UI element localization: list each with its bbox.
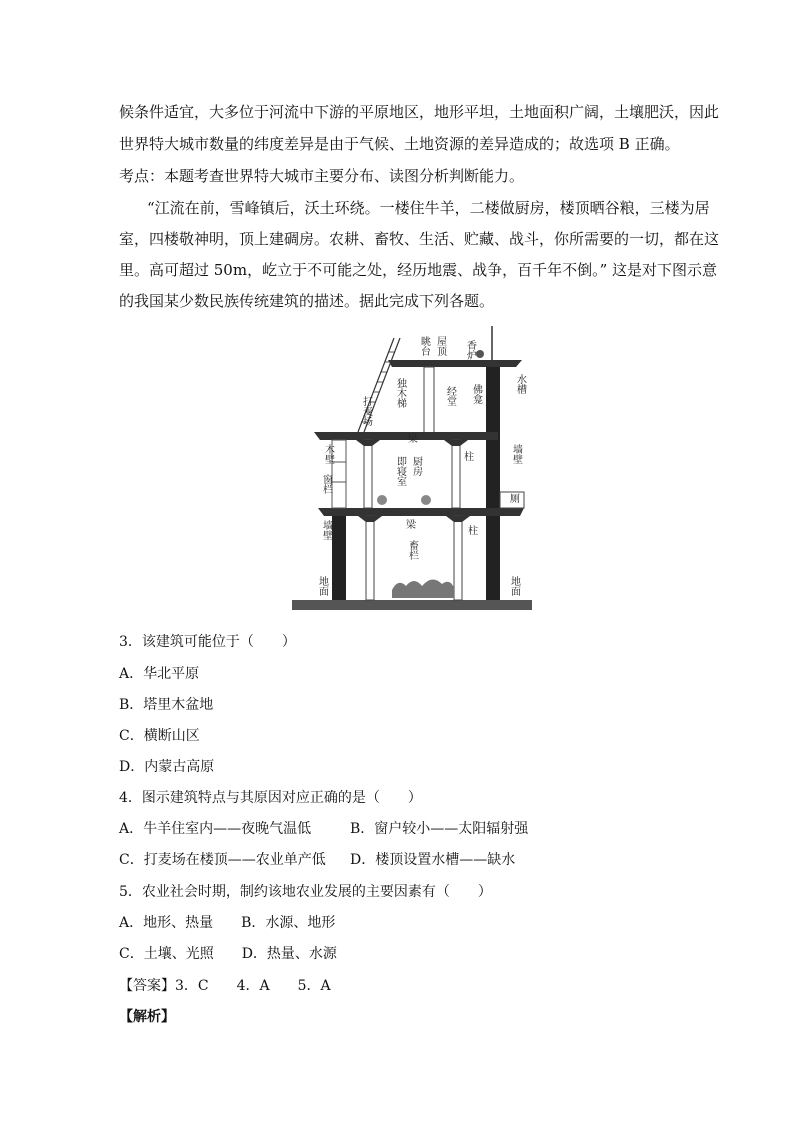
left-lower-wall [332, 514, 346, 600]
question-3-option-d: D．内蒙古高原 [119, 759, 215, 775]
label-shuicao: 水槽 [514, 374, 526, 394]
label-liang1: 梁 [408, 434, 418, 445]
pillar [364, 440, 372, 508]
pillar [454, 516, 462, 600]
capital [444, 440, 468, 446]
label-xulan: 畜栏 [406, 540, 418, 560]
right-wall [486, 360, 500, 600]
label-zhu1: 柱 [464, 452, 474, 463]
label-qiangbi1: 墙壁 [510, 444, 522, 464]
pillar [452, 440, 460, 508]
question-5-options-cd: C．土壤、光照 D．热量、水源 [119, 946, 337, 962]
text-line: 里。高可超过 50m，屹立于不可能之处，经历地震、战争，百千年不倒。” 这是对下图示意 [119, 261, 718, 279]
label-dimian1: 地面 [316, 576, 328, 596]
ground-strip [292, 600, 532, 610]
question-4-stem: 4．图示建筑特点与其原因对应正确的是（ ） [119, 790, 422, 806]
person-shape [377, 495, 387, 505]
text-line: 室，四楼敬神明，顶上建碉房。农耕、畜牧、生活、贮藏、战斗，你所需要的一切，都在这 [119, 230, 720, 248]
third-floor-slab [314, 432, 498, 440]
question-4-option-d: D．楼顶设置水槽——缺水 [350, 852, 516, 868]
roof-slab [388, 360, 522, 367]
capital [446, 516, 470, 522]
label-chuanglan: 窗栏 [320, 474, 332, 494]
text-line: 的我国某少数民族传统建筑的描述。据此完成下列各题。 [119, 292, 495, 310]
exam-point-line: 考点：本题考查世界特大城市主要分布、读图分析判断能力。 [119, 167, 525, 185]
label-mubi: 木壁 [322, 444, 334, 464]
label-jiqinshi: 即寝室 [394, 456, 406, 486]
text-line: “江流在前，雪峰镇后，沃土环绕。一楼住牛羊，二楼做厨房，楼顶晒谷粮，三楼为居 [147, 199, 710, 217]
label-ce: 厕 [510, 494, 520, 505]
second-floor-slab [318, 508, 524, 516]
text-line: 候条件适宜，大多位于河流中下游的平原地区，地形平坦，土地面积广阔，土壤肥沃，因此 [119, 103, 720, 121]
question-5-options-ab: A．地形、热量 B．水源、地形 [119, 915, 336, 931]
question-3-option-b: B．塔里木盆地 [119, 697, 214, 713]
label-xianglu: 香炉 [464, 340, 476, 360]
question-4-option-b: B．窗户较小——太阳辐射强 [350, 821, 529, 837]
label-chufang: 厨房 [410, 456, 422, 476]
label-dimian2: 地面 [508, 576, 520, 596]
question-4-option-c: C．打麦场在楼顶——农业单产低 [119, 852, 326, 868]
label-tiaotai: 眺台 [418, 336, 430, 356]
analysis-heading: 【解析】 [119, 1009, 175, 1025]
capital [356, 440, 380, 446]
pillar [366, 516, 374, 600]
label-fokan: 佛龛 [470, 384, 482, 404]
livestock-shape [392, 579, 454, 598]
label-liang2: 梁 [406, 520, 416, 531]
question-3-option-c: C．横断山区 [119, 728, 200, 744]
text-line: 世界特大城市数量的纬度差异是由于气候、土地资源的差异造成的；故选项 B 正确。 [119, 135, 680, 153]
question-5-stem: 5．农业社会时期，制约该地农业发展的主要因素有（ ） [119, 884, 492, 900]
label-jingtang: 经堂 [444, 386, 456, 406]
label-qiangbi2: 墙壁 [320, 520, 332, 540]
label-wuding: 屋顶 [434, 336, 446, 356]
person-shape [421, 495, 431, 505]
answer-line: 【答案】3．C 4．A 5．A [119, 978, 331, 994]
question-4-option-a: A．牛羊住室内——夜晚气温低 [119, 821, 312, 837]
wooden-wall [332, 440, 346, 508]
incense-burner-shape [476, 350, 484, 358]
capital [358, 516, 382, 522]
question-3-stem: 3．该建筑可能位于（ ） [119, 634, 296, 650]
question-3-option-a: A．华北平原 [119, 666, 200, 682]
label-zhu2: 柱 [468, 526, 478, 537]
upper-pillar [424, 367, 434, 435]
label-dumaichang: 打麦场 [360, 396, 372, 426]
label-dumuti: 独木梯 [394, 378, 406, 408]
building-cross-section-figure [292, 322, 532, 618]
